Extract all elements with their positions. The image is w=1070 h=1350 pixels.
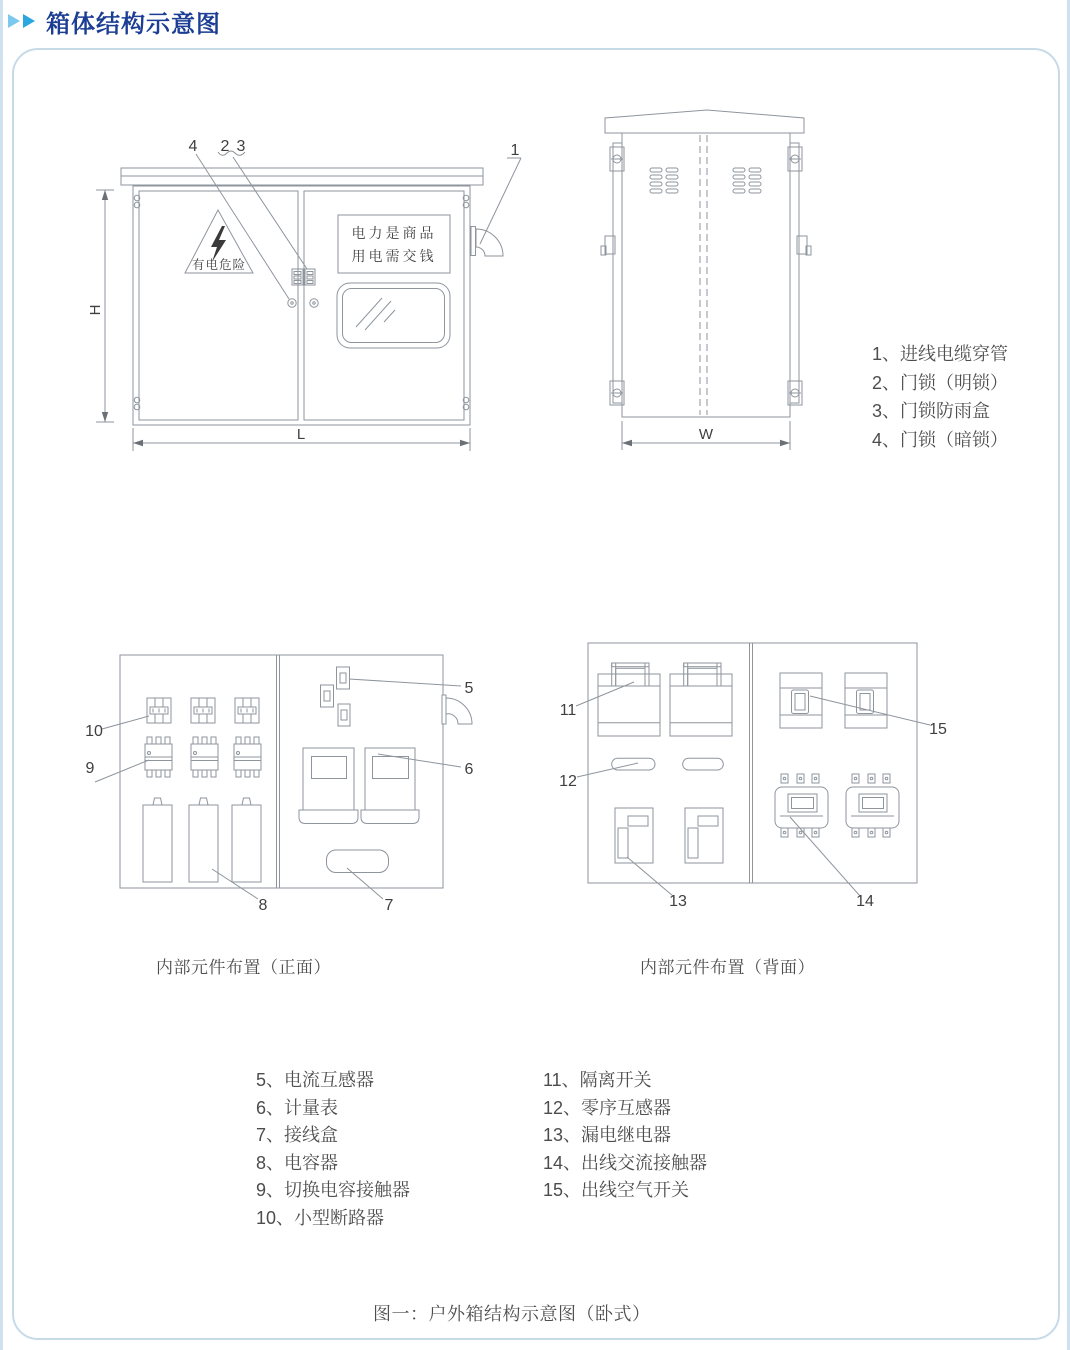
legend-top (872, 340, 1008, 454)
back-layout-caption: 内部元件布置（背面） (640, 958, 815, 977)
legend-item: 14、出线交流接触器 (543, 1152, 708, 1173)
cable-entry-pipe (471, 227, 503, 257)
outgoing-air-switches (780, 673, 887, 728)
dimension-h (87, 190, 114, 422)
figure-caption: 图一：户外箱结构示意图（卧式） (373, 1304, 651, 1324)
side-roof (605, 110, 804, 133)
vent-louvers (650, 168, 761, 193)
side-latches (601, 236, 811, 255)
door-locks (288, 269, 318, 307)
ac-contactors (775, 774, 899, 837)
current-transformers (321, 667, 351, 726)
side-rail-left (613, 143, 622, 403)
legend-item: 1、进线电缆穿管 (872, 344, 1009, 364)
legend-bottom-right (543, 1067, 707, 1205)
callout-7: 7 (384, 897, 394, 914)
junction-box (327, 850, 389, 873)
dim-w-label: W (698, 426, 714, 443)
callout-2: 2 (220, 138, 230, 155)
panel-split (750, 643, 753, 883)
corner-hinges (610, 147, 802, 405)
panel-split (277, 655, 280, 888)
meter-window (337, 283, 450, 348)
isolation-switches (598, 663, 732, 736)
warning-text: 有电危险 (191, 258, 247, 272)
energy-meters (299, 748, 419, 824)
legend-item: 11、隔离开关 (543, 1070, 652, 1090)
callout-14: 14 (856, 893, 874, 910)
callout-15: 15 (929, 721, 947, 738)
cabinet-roof (121, 168, 483, 185)
dimension-w (622, 421, 790, 450)
callout-3: 3 (236, 138, 246, 155)
callout-4: 4 (188, 138, 198, 155)
legend-item: 12、零序互感器 (543, 1097, 672, 1118)
legend-item: 7、接线盒 (256, 1125, 339, 1146)
callout-10: 10 (85, 723, 103, 740)
legend-item: 4、门锁（暗锁） (872, 429, 1009, 450)
front-layout-caption: 内部元件布置（正面） (156, 958, 331, 977)
legend-item: 13、漏电继电器 (543, 1125, 672, 1146)
callout-13: 13 (669, 893, 687, 910)
cabinet-side-view-diagram (590, 105, 820, 450)
side-rail-right (790, 143, 799, 403)
callout-9: 9 (85, 760, 95, 777)
callout-leaders (189, 138, 521, 299)
zero-sequence-transformers (612, 758, 724, 770)
dimension-l (133, 426, 470, 451)
callout-6: 6 (464, 761, 474, 778)
miniature-circuit-breakers (147, 698, 259, 723)
callout-12: 12 (559, 773, 577, 790)
legend-item: 9、切换电容接触器 (256, 1180, 411, 1201)
sign-line1: 电力是商品 (351, 225, 437, 241)
cabinet-front-view-diagram (88, 128, 528, 458)
callout-8: 8 (258, 897, 268, 914)
callout-5: 5 (464, 680, 474, 697)
dim-l-label: L (296, 426, 306, 443)
lightning-bolt-icon (211, 226, 226, 262)
internal-layout-front-diagram (75, 640, 495, 925)
capacitors (143, 798, 261, 882)
chevron-right-icon (8, 14, 20, 28)
capacitor-contactors (145, 737, 261, 777)
chevron-right-icon (23, 14, 35, 28)
internal-layout-back-diagram (550, 630, 960, 915)
callout-leaders (559, 682, 947, 910)
legend-item: 6、计量表 (256, 1097, 339, 1118)
legend-item: 2、门锁（明锁） (872, 372, 1009, 393)
legend-item: 8、电容器 (256, 1152, 339, 1173)
page-title: 箱体结构示意图 (46, 10, 221, 38)
dim-h-label: H (87, 304, 104, 316)
notice-sign (338, 215, 450, 273)
cabinet-body (133, 186, 470, 425)
side-body (622, 133, 790, 417)
left-edge-strip (0, 0, 3, 1350)
legend-bottom-left (256, 1067, 410, 1233)
legend-item: 10、小型断路器 (256, 1207, 385, 1228)
sign-line2: 用电需交钱 (351, 248, 437, 264)
leakage-relays (615, 808, 723, 863)
legend-item: 5、电流互感器 (256, 1070, 375, 1090)
center-seam (700, 135, 707, 415)
legend-item: 15、出线空气开关 (543, 1180, 690, 1201)
layout-panel (120, 655, 443, 888)
warning-triangle (185, 210, 253, 273)
legend-item: 3、门锁防雨盒 (872, 401, 991, 421)
callout-1: 1 (510, 142, 520, 159)
section-header (8, 6, 221, 36)
callout-11: 11 (559, 702, 577, 719)
cable-entry-pipe (442, 695, 472, 724)
